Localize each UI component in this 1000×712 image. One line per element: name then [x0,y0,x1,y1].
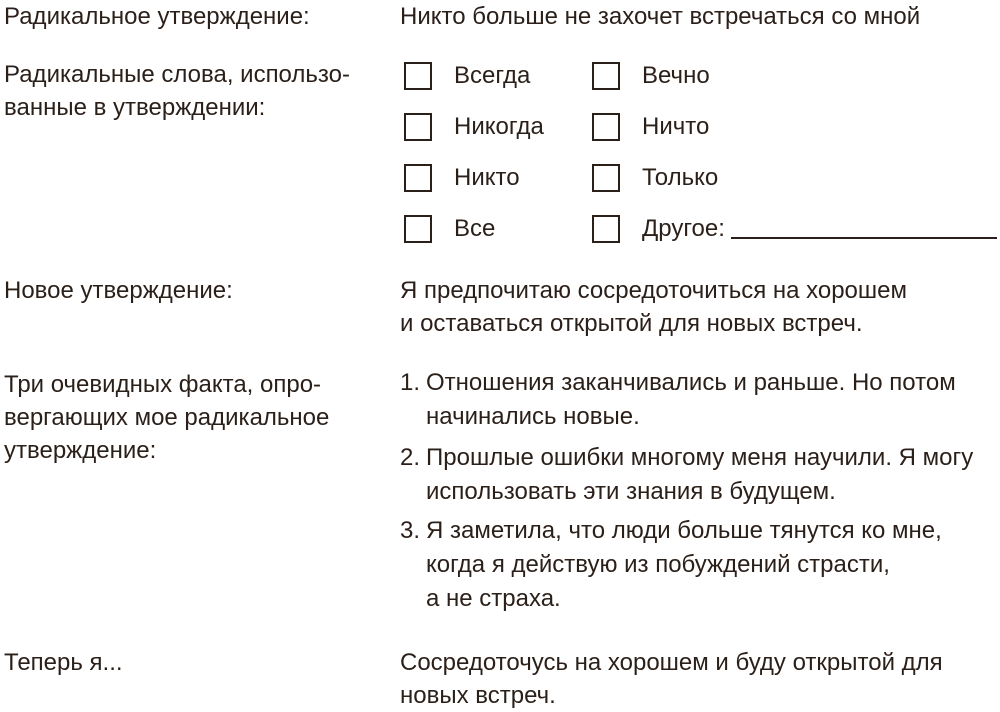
radical-words-label-line2: ванные в утверждении: [4,94,266,121]
fact-item [400,514,942,616]
checkbox-only[interactable] [592,161,718,195]
checkbox-label: Только [642,164,719,191]
fact-item [400,441,973,509]
fact-text-line2: начинались новые. [426,403,640,430]
fact-item [400,366,956,434]
facts-label-line1: Три очевидных факта, опро- [4,371,322,398]
checkbox-label: Никогда [454,113,544,140]
checkbox-box[interactable] [404,215,432,243]
new-statement-line1: Я предпочитаю сосредоточиться на хорошем [400,277,907,304]
checkbox-nobody[interactable] [404,161,520,195]
now-line2: новых встреч. [400,682,556,709]
new-statement-label: Новое утверждение: [4,277,233,304]
checkbox-always[interactable] [404,59,530,93]
checkbox-label: Никто [454,164,520,191]
new-statement-line2: и оставаться открытой для новых встреч. [400,310,863,337]
fact-text-line2: использовать эти знания в будущем. [426,478,836,505]
fact-text-line2: когда я действую из побуждений страсти, [426,551,890,578]
checkbox-label: Всегда [454,62,531,89]
checkbox-never[interactable] [404,110,544,144]
fact-number: 3. [400,517,421,544]
checkbox-box[interactable] [592,113,620,141]
fact-number: 2. [400,444,421,471]
checkbox-box[interactable] [592,164,620,192]
other-blank-line[interactable] [731,219,997,239]
fact-text-line1: Я заметила, что люди больше тянутся ко мне, [426,517,942,544]
new-statement-value [400,274,907,340]
radical-statement-value: Никто больше не захочет встречаться со мной [400,3,921,30]
facts-label-line2: вергающих мое радикальное [4,404,330,431]
checkbox-all[interactable] [404,212,495,246]
checkbox-label: Вечно [642,62,710,89]
facts-label [4,368,329,467]
radical-words-label-line1: Радикальные слова, использо- [4,61,350,88]
checkbox-label: Все [454,215,496,242]
checkbox-other[interactable] [592,212,997,246]
checkbox-nothing[interactable] [592,110,709,144]
facts-label-line3: утверждение: [4,437,157,464]
checkbox-box[interactable] [592,215,620,243]
checkbox-box[interactable] [404,164,432,192]
fact-number: 1. [400,369,421,396]
now-value [400,646,943,712]
radical-statement-label: Радикальное утверждение: [4,3,310,30]
checkbox-box[interactable] [404,113,432,141]
now-line1: Сосредоточусь на хорошем и буду открытой для [400,649,943,676]
checkbox-box[interactable] [592,62,620,90]
fact-text-line1: Прошлые ошибки многому меня научили. Я могу [426,444,974,471]
checkbox-box[interactable] [404,62,432,90]
checkbox-label: Ничто [642,113,710,140]
checkbox-forever[interactable] [592,59,710,93]
checkbox-label: Другое: [642,215,725,242]
now-label: Теперь я... [4,649,123,676]
radical-words-label [4,58,350,124]
fact-text-line3: а не страха. [426,585,561,612]
fact-text-line1: Отношения заканчивались и раньше. Но потом [426,369,956,396]
